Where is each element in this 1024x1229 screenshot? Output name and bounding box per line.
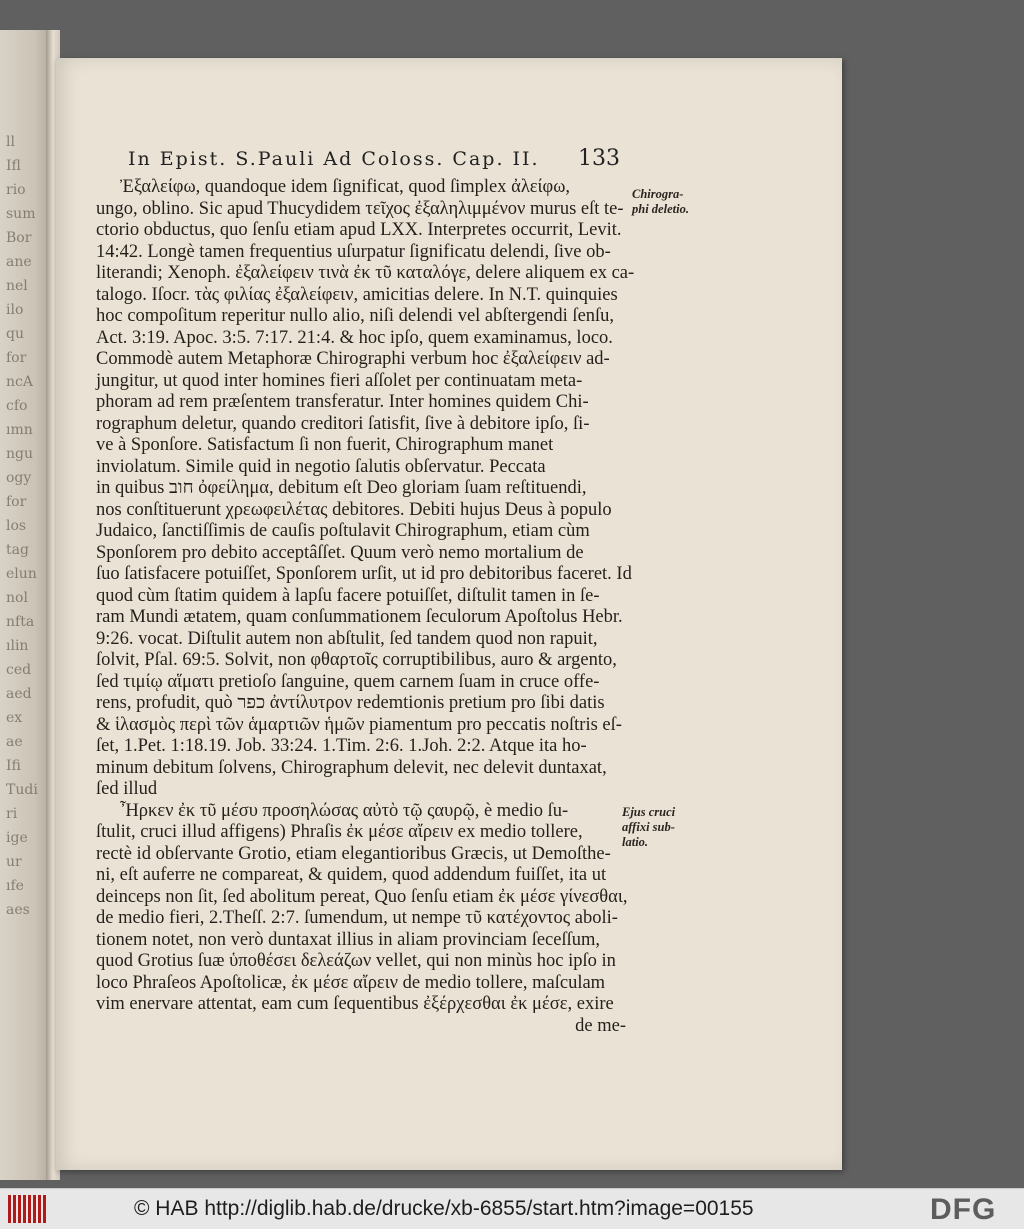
text-line: ſet, 1.Pet. 1:18.19. Job. 33:24. 1.Tim. 2:6. 1.Joh. 2:2. Atque ita ho- (96, 736, 587, 756)
left-page-fragment: cfo (6, 398, 28, 414)
left-page-fragment: aes (6, 902, 30, 918)
left-page-fragment: ex (6, 710, 23, 726)
left-page-fragment: sum (6, 206, 36, 222)
text-line: ungo, oblino. Sic apud Thucydidem τεῖχος ἐξαληλιμμένον murus eſt te- (96, 198, 624, 219)
text-line: quod cùm ſtatim quidem à lapſu facere potuiſſet, diſtulit tamen in ſe- (96, 585, 600, 606)
text-line: tionem notet, non verò duntaxat illius in aliam provinciam ſeceſſum, (96, 929, 601, 950)
hab-logo-icon (8, 1195, 52, 1223)
text-line: Act. 3:19. Apoc. 3:5. 7:17. 21:4. & hoc ipſo, quem examinamus, loco. (96, 327, 613, 348)
left-page-fragment: ılin (6, 638, 29, 654)
text-line: hoc compoſitum reperitur nullo alio, niſi delendi vel abſtergendi ſenſu, (96, 306, 615, 326)
margin-note-line: Chirogra- (632, 187, 684, 201)
left-page-fragment: ige (6, 830, 28, 846)
margin-note-chirographi (632, 187, 722, 217)
footer-bar (0, 1188, 1024, 1229)
margin-note-line: phi deletio. (632, 202, 689, 216)
left-page-fragment: tag (6, 542, 29, 558)
text-line: Judaico, ſanctiſſimis de cauſis poſtulavit Chirographum, etiam cùm (96, 521, 590, 541)
text-line: phoram ad rem præſentem transferatur. Inter homines quidem Chi- (96, 392, 589, 412)
text-line: vim enervare attentat, eam cum ſequentibus ἐξέρχεσθαι ἐκ μέσε, exire (96, 994, 614, 1014)
text-line: de medio fieri, 2.Theſſ. 2:7. ſumendum, ut nempe τῦ κατέχοντος aboli- (96, 908, 618, 928)
page-number: 133 (578, 146, 620, 171)
left-page-fragment: qu (6, 326, 24, 342)
running-head: In Epist. S.Pauli Ad Coloss. Cap. II. (128, 148, 540, 170)
text-line: ſed τιμίῳ αἵματι pretioſo ſanguine, quem carnem ſuam in cruce offe- (96, 671, 600, 692)
left-page-fragment: Tudi (6, 782, 38, 798)
text-line: Sponſorem pro debito acceptâſſet. Quum verò nemo mortalium de (96, 542, 584, 563)
text-line: literandi; Xenoph. ἐξαλείφειν τινὰ ἐκ τῦ καταλόγε, delere aliquem ex ca- (96, 263, 635, 283)
text-line: ram Mundi ætatem, quam conſummationem ſeculorum Apoſtolus Hebr. (96, 607, 623, 627)
text-line: Commodè autem Metaphoræ Chirographi verbum hoc ἐξαλείφειν ad- (96, 349, 610, 369)
body-text (96, 177, 635, 1037)
text-line: & ἱλασμὸς περὶ τῶν ἁμαρτιῶν ἡμῶν piamentum pro peccatis noſtris eſ- (96, 714, 622, 735)
margin-note-line: latio. (622, 835, 649, 849)
text-line: 9:26. vocat. Diſtulit autem non abſtulit, ſed tandem quod non rapuit, (96, 628, 598, 649)
left-page-fragment: ced (6, 662, 32, 678)
text-line: inviolatum. Simile quid in negotio ſalutis obſervatur. Peccata (96, 456, 546, 477)
left-page-fragment: ae (6, 734, 23, 750)
left-page-fragment: nel (6, 278, 28, 294)
left-page-fragment: elun (6, 566, 37, 582)
dfg-logo: DFG (930, 1193, 997, 1226)
left-page-fragment: ımn (6, 422, 33, 438)
left-page-fragment: Ifl (6, 158, 21, 174)
left-page-fragment: rio (6, 182, 26, 198)
left-page-fragment: for (6, 350, 27, 366)
text-line: minum debitum ſolvens, Chirographum delevit, nec delevit duntaxat, (96, 757, 607, 778)
left-page-fragment: ncA (6, 374, 33, 390)
text-line: in quibus חוב ὀφείλημα, debitum eſt Deo gloriam ſuam reſtituendi, (96, 478, 587, 498)
left-page-edge (0, 30, 50, 1180)
left-page-fragment: Ifi (6, 758, 21, 774)
left-page-fragment: nfta (6, 614, 35, 630)
text-line: deinceps non ſit, ſed abolitum pereat, Quo ſenſu etiam ἐκ μέσε γίνεσθαι, (96, 886, 628, 907)
text-line: loco Phraſeos Apoſtolicæ, ἐκ μέσε αἴρειν de medio tollere, maſculam (96, 972, 606, 993)
text-line: ctorio obductus, quo ſenſu etiam apud LXX. Interpretes occurrit, Levit. (96, 220, 622, 240)
left-page-fragment: for (6, 494, 27, 510)
text-line: ſtulit, cruci illud affigens) Phraſis ἐκ μέσε αἴρειν ex medio tollere, (96, 822, 583, 842)
text-line: ve à Sponſore. Satisfactum ſi non fuerit, Chirographum manet (96, 435, 554, 455)
text-line: Ἦρκεν ἐκ τῦ μέσυ προσηλώσας αὐτὸ τῷ ςαυρῷ, è medio ſu- (120, 800, 569, 821)
left-page-fragment: ur (6, 854, 22, 870)
left-page-fragment: Bor (6, 230, 32, 246)
text-line: rectè id obſervante Grotio, etiam elegantioribus Græcis, ut Demoſthe- (96, 843, 611, 864)
text-line: rographum deletur, quando creditori ſatisfit, ſive à debitore ipſo, ſi- (96, 413, 590, 434)
copyright-url[interactable]: © HAB http://diglib.hab.de/drucke/xb-6855/start.htm?image=00155 (134, 1197, 754, 1220)
text-line: 14:42. Longè tamen frequentius uſurpatur ſignificatu delendi, ſive ob- (96, 241, 611, 262)
text-line: nos conſtituerunt χρεωφειλέτας debitores. Debiti hujus Deus à populo (96, 499, 612, 520)
text-line: ſed illud (96, 779, 158, 799)
left-page-fragment: ogy (6, 470, 32, 486)
text-line: ſolvit, Pſal. 69:5. Solvit, non φθαρτοῖς corruptibilibus, auro & argento, (96, 650, 617, 670)
left-page-fragment: ane (6, 254, 32, 270)
left-page-fragment: nol (6, 590, 28, 606)
left-page-fragment: ilo (6, 302, 24, 318)
text-line: ni, eſt auferre ne compareat, & quidem, quod addendum fuiſſet, ita ut (96, 865, 607, 885)
text-line: ſuo ſatisfacere potuiſſet, Sponſorem urſit, ut id pro debitoribus faceret. Id (96, 564, 632, 584)
left-page-fragment: ngu (6, 446, 33, 462)
left-page-fragment: ll (6, 134, 15, 150)
text-line: jungitur, ut quod inter homines fieri aſſolet per continuatam meta- (96, 370, 583, 391)
margin-note-line: Ejus cruci (622, 805, 676, 819)
left-page-fragment: los (6, 518, 27, 534)
left-page-fragment: ri (6, 806, 18, 822)
text-line: Ἐξαλείφω, quandoque idem ſignificat, quod ſimplex ἀλείφω, (120, 177, 571, 197)
text-line: rens, profudit, quò כפר ἀντίλυτρον redemtionis pretium pro ſibi datis (96, 693, 605, 713)
margin-note-cruci (622, 805, 712, 850)
text-line: talogo. Iſocr. τὰς φιλίας ἐξαλείφειν, amicitias delere. In N.T. quinquies (96, 284, 618, 305)
left-page-fragment: aed (6, 686, 32, 702)
left-page-fragment: ıfe (6, 878, 24, 894)
left-page-text-fragments (6, 130, 46, 922)
text-line: de me- (575, 1015, 626, 1036)
text-line: quod Grotius ſuæ ὑποθέσει δελεάζων vellet, qui non minùs hoc ipſo in (96, 951, 616, 971)
margin-note-line: affixi sub- (622, 820, 675, 834)
